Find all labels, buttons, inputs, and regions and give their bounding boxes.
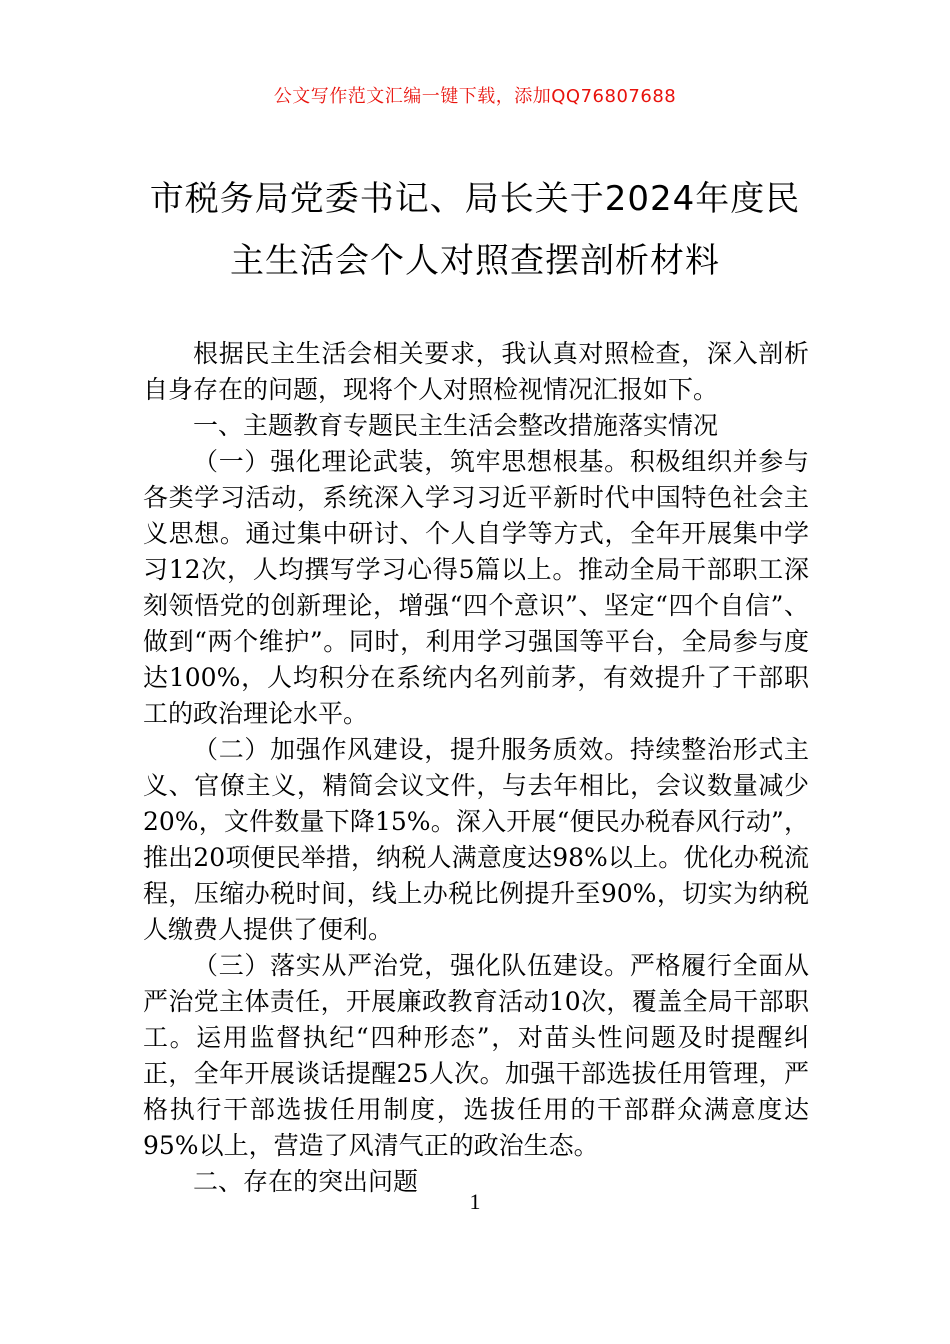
subsection-paragraph-3: （三）落实从严治党，强化队伍建设。严格履行全面从严治党主体责任，开展廉政教育活动10次，覆盖全局干部职工。运用监督执纪“四种形态”，对苗头性问题及时提醒纠正，全年开展谈话提醒25人次。加强干部选拔任用管理，严格执行干部选拔任用制度，选拔任用的干部群众满意度达95%以上，营造了风清气正的政治生态。	[143, 951, 809, 1160]
section-heading-1: 一、主题教育专题民主生活会整改措施落实情况	[193, 411, 719, 440]
title-line-1: 市税务局党委书记、局长关于2024年度民	[149, 179, 801, 219]
document-body	[143, 336, 809, 1200]
page-number: 1	[469, 1189, 481, 1214]
intro-paragraph: 根据民主生活会相关要求，我认真对照检查，深入剖析自身存在的问题，现将个人对照检视情况汇报如下。	[143, 339, 809, 404]
subsection-paragraph-2: （二）加强作风建设，提升服务质效。持续整治形式主义、官僚主义，精简会议文件，与去年相比，会议数量减少20%，文件数量下降15%。深入开展“便民办税春风行动”，推出20项便民举措，纳税人满意度达98%以上。优化办税流程，压缩办税时间，线上办税比例提升至90%，切实为纳税人缴费人提供了便利。	[143, 735, 809, 944]
document-title	[120, 168, 830, 292]
section-heading-2: 二、存在的突出问题	[193, 1167, 419, 1196]
title-line-2: 主生活会个人对照查摆剖析材料	[230, 241, 720, 281]
download-notice: 公文写作范文汇编一键下载，添加QQ76807688	[273, 86, 677, 107]
subsection-paragraph-1: （一）强化理论武装，筑牢思想根基。积极组织并参与各类学习活动，系统深入学习习近平新时代中国特色社会主义思想。通过集中研讨、个人自学等方式，全年开展集中学习12次，人均撰写学习心得5篇以上。推动全局干部职工深刻领悟党的创新理论，增强“四个意识”、坚定“四个自信”、做到“两个维护”。同时，利用学习强国等平台，全局参与度达100%，人均积分在系统内名列前茅，有效提升了干部职工的政治理论水平。	[143, 447, 809, 728]
